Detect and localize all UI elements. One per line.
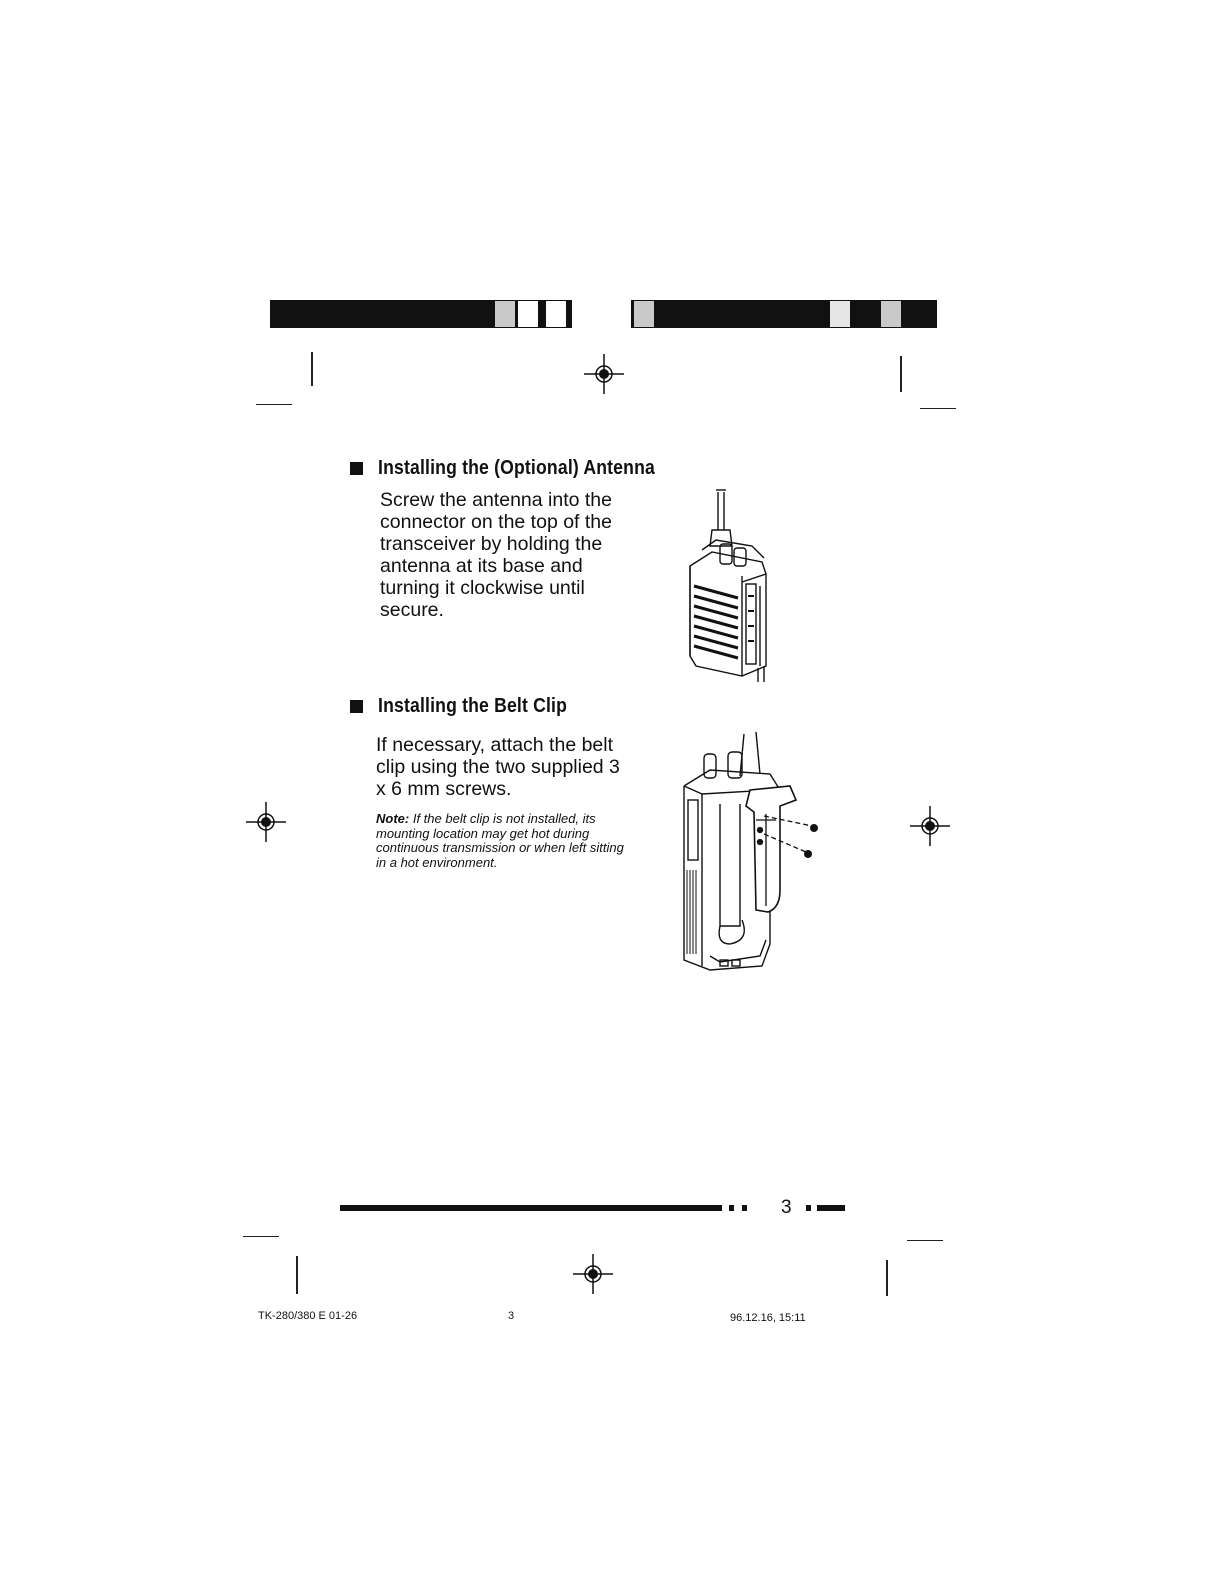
footer-bar-dot xyxy=(806,1205,811,1211)
section-bullet xyxy=(350,462,363,475)
header-square xyxy=(633,300,655,328)
section-heading-antenna: Installing the (Optional) Antenna xyxy=(378,457,655,479)
crop-mark xyxy=(311,352,313,386)
footer-timestamp: 96.12.16, 15:11 xyxy=(730,1312,806,1324)
footer-bar-dot xyxy=(729,1205,734,1211)
footer-doc-id: TK-280/380 E 01-26 xyxy=(258,1310,358,1322)
crop-mark xyxy=(243,1236,279,1237)
registration-mark-icon xyxy=(910,806,950,846)
radio-antenna-illustration xyxy=(672,486,784,684)
registration-mark-icon xyxy=(573,1254,613,1294)
header-square xyxy=(880,300,902,328)
note-label: Note: xyxy=(376,811,410,826)
section-body-antenna: Screw the antenna into the connector on the top of the transceiver by holding the antenna at its base and turning it clockwise until secure. xyxy=(380,489,613,621)
section-body-belt-clip: If necessary, attach the belt clip using the two supplied 3 x 6 mm screws. xyxy=(376,734,620,800)
crop-mark xyxy=(900,356,902,392)
footer-page: 3 xyxy=(508,1310,515,1322)
header-square xyxy=(494,300,516,328)
crop-mark xyxy=(296,1256,298,1294)
page-number: 3 xyxy=(781,1197,792,1218)
section-heading-belt-clip: Installing the Belt Clip xyxy=(378,695,568,717)
footer-bar-end xyxy=(817,1205,845,1211)
registration-mark-icon xyxy=(246,802,286,842)
crop-mark xyxy=(920,408,956,409)
note-text: If the belt clip is not installed, its mounting location may get hot during continuous transmission or when left sitting in a hot environment. xyxy=(376,811,624,870)
footer-bar-dot xyxy=(742,1205,747,1211)
footer-bar xyxy=(340,1205,722,1211)
section-bullet xyxy=(350,700,363,713)
header-square xyxy=(545,300,567,328)
crop-mark xyxy=(907,1240,943,1241)
header-square xyxy=(517,300,539,328)
crop-mark xyxy=(886,1260,888,1296)
belt-clip-note xyxy=(376,812,628,870)
header-square xyxy=(829,300,851,328)
registration-mark-icon xyxy=(584,354,624,394)
crop-mark xyxy=(256,404,292,405)
radio-belt-clip-illustration xyxy=(680,730,830,974)
